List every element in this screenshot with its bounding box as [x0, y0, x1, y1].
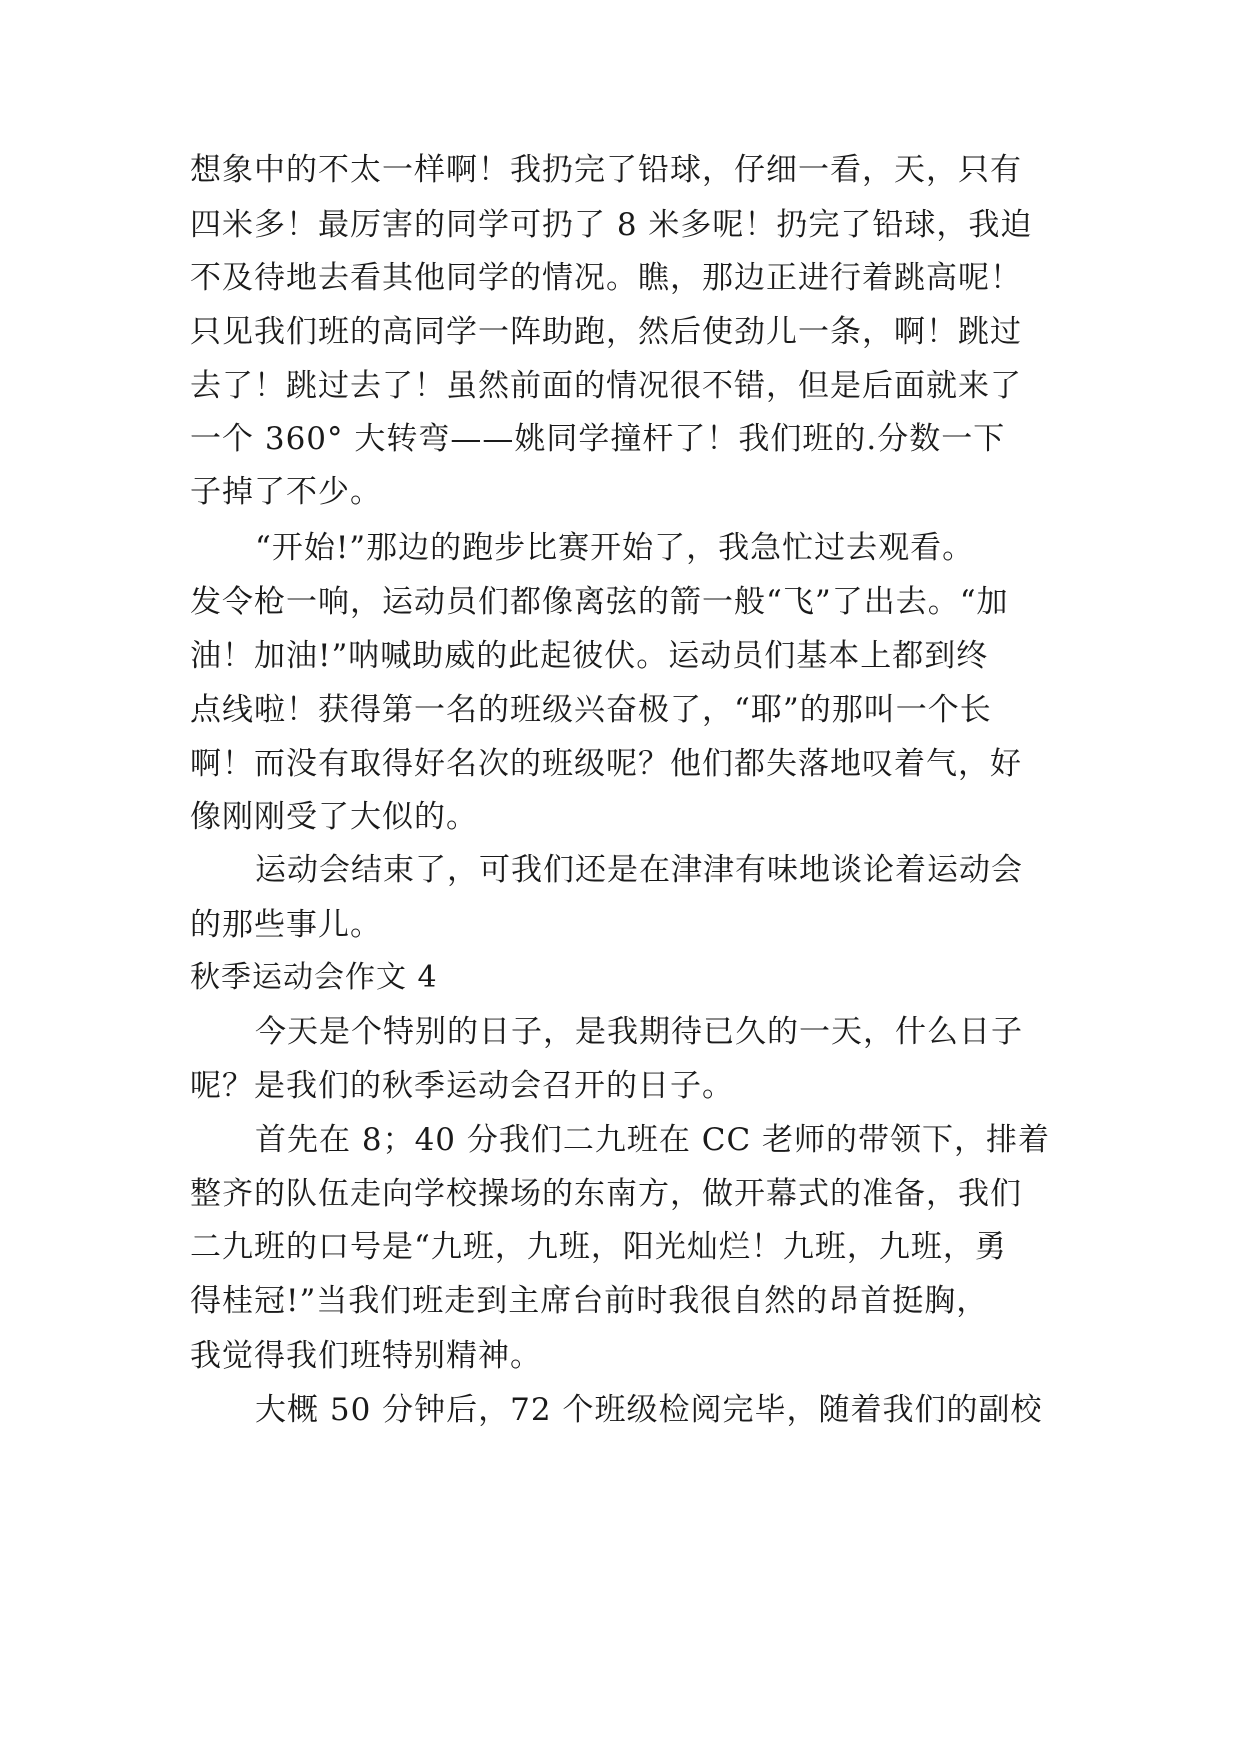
text-line: 得桂冠!”当我们班走到主席台前时我很自然的昂首挺胸， [190, 1283, 989, 1319]
text-line: 的那些事儿。 [190, 907, 382, 943]
text-line: 发令枪一响，运动员们都像离弦的箭一般“飞”了出去。“加 [190, 584, 1009, 620]
text-line: 去了！跳过去了！虽然前面的情况很不错，但是后面就来了 [190, 368, 1022, 404]
text-line: 首先在 8；40 分我们二九班在 CC 老师的带领下，排着 [255, 1122, 1051, 1158]
text-line: “开始!”那边的跑步比赛开始了，我急忙过去观看。 [255, 530, 975, 566]
text-line: 啊！而没有取得好名次的班级呢？他们都失落地叹着气，好 [190, 746, 1022, 782]
text-line: 想象中的不太一样啊！我扔完了铅球，仔细一看，天，只有 [190, 152, 1022, 188]
text-line: 不及待地去看其他同学的情况。瞧，那边正进行着跳高呢！ [190, 260, 1022, 296]
text-line: 只见我们班的高同学一阵助跑，然后使劲儿一条，啊！跳过 [190, 314, 1022, 350]
text-line: 油！加油!”呐喊助威的此起彼伏。运动员们基本上都到终 [190, 638, 989, 674]
text-line: 大概 50 分钟后，72 个班级检阅完毕，随着我们的副校 [255, 1392, 1043, 1428]
text-line: 我觉得我们班特别精神。 [190, 1338, 542, 1374]
text-line: 像刚刚受了大似的。 [190, 799, 478, 835]
section-heading: 秋季运动会作文 4 [190, 960, 438, 995]
text-line: 四米多！最厉害的同学可扔了 8 米多呢！扔完了铅球，我迫 [190, 207, 1033, 243]
text-line: 点线啦！获得第一名的班级兴奋极了，“耶”的那叫一个长 [190, 692, 992, 728]
text-line: 今天是个特别的日子，是我期待已久的一天，什么日子 [255, 1014, 1023, 1050]
text-line: 呢？是我们的秋季运动会召开的日子。 [190, 1068, 734, 1104]
text-line: 一个 360° 大转弯——姚同学撞杆了！我们班的.分数一下 [190, 421, 1006, 457]
text-line: 整齐的队伍走向学校操场的东南方，做开幕式的准备，我们 [190, 1176, 1022, 1212]
text-line: 子掉了不少。 [190, 474, 382, 510]
text-line: 运动会结束了，可我们还是在津津有味地谈论着运动会 [255, 852, 1023, 888]
text-line: 二九班的口号是“九班，九班，阳光灿烂！九班，九班，勇 [190, 1229, 1007, 1265]
